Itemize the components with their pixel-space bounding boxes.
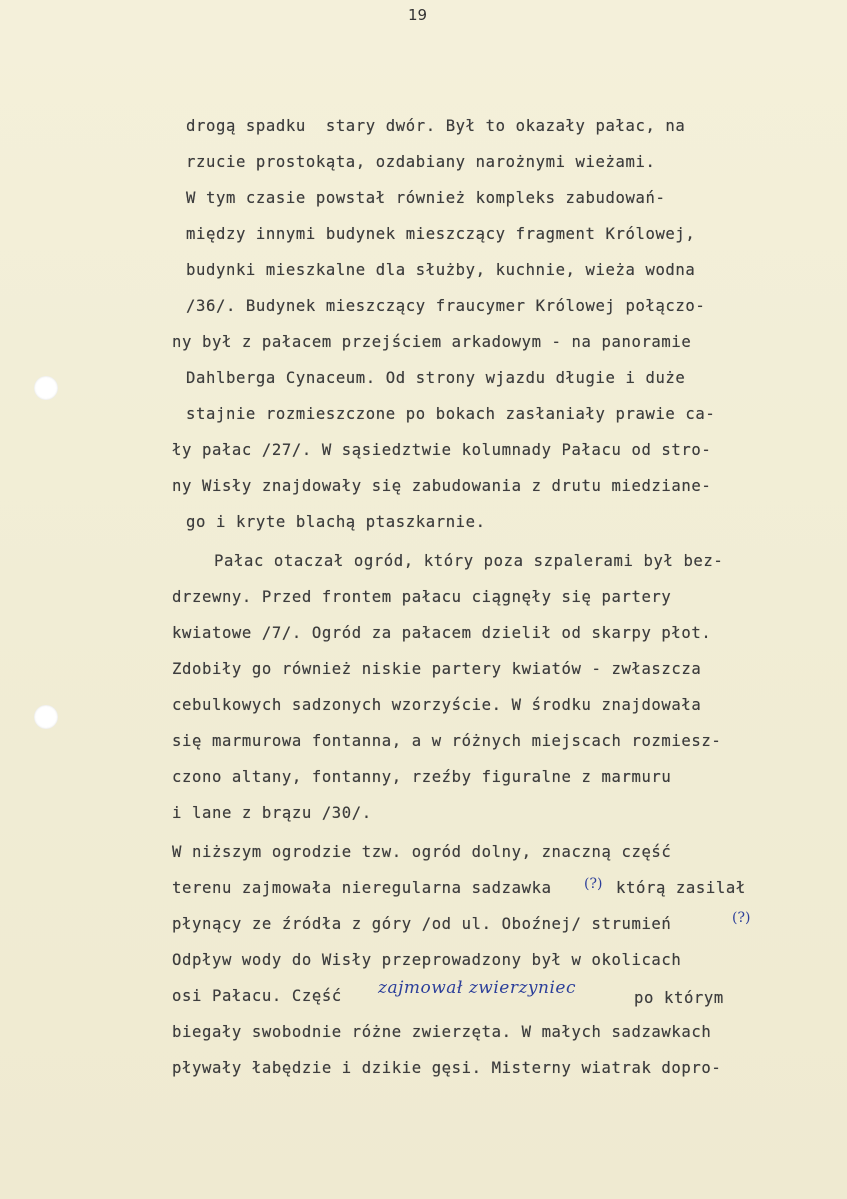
text-line-8: Dahlberga Cynaceum. Od strony wjazdu długie i duże <box>186 369 686 387</box>
text-line-12: go i kryte blachą ptaszkarnie. <box>186 513 486 531</box>
text-line-26: biegały swobodnie różne zwierzęta. W małych sadzawkach <box>172 1023 712 1041</box>
text-line-10: ły pałac /27/. W sąsiedztwie kolumnady Pałacu od stro- <box>172 441 712 459</box>
punch-hole-top <box>34 376 58 400</box>
text-line-3: W tym czasie powstał również kompleks zabudowań- <box>186 189 666 207</box>
text-line-5: budynki mieszkalne dla służby, kuchnie, wieża wodna <box>186 261 696 279</box>
text-line-25: osi Pałacu. Część <box>172 987 342 1005</box>
page-number: 19 <box>408 6 428 24</box>
text-line-15: kwiatowe /7/. Ogród za pałacem dzielił od skarpy płot. <box>172 624 712 642</box>
text-line-22: terenu zajmowała nieregularna sadzawka <box>172 879 552 897</box>
annotation-question-2: (?) <box>732 910 751 926</box>
text-line-14: drzewny. Przed frontem pałacu ciągnęły się partery <box>172 588 672 606</box>
text-line-20: i lane z brązu /30/. <box>172 804 372 822</box>
text-line-25-tail: po którym <box>634 989 724 1007</box>
text-line-2: rzucie prostokąta, ozdabiany narożnymi wieżami. <box>186 153 656 171</box>
text-line-16: Zdobiły go również niskie partery kwiatów - zwłaszcza <box>172 660 702 678</box>
text-line-18: się marmurowa fontanna, a w różnych miejscach rozmiesz- <box>172 732 722 750</box>
text-line-7: ny był z pałacem przejściem arkadowym - na panoramie <box>172 333 692 351</box>
text-line-1: drogą spadku stary dwór. Był to okazały pałac, na <box>186 117 686 135</box>
text-line-11: ny Wisły znajdowały się zabudowania z drutu miedziane- <box>172 477 712 495</box>
text-line-13: Pałac otaczał ogród, który poza szpalerami był bez- <box>214 552 724 570</box>
annotation-question-1: (?) <box>584 876 603 892</box>
text-line-19: czono altany, fontanny, rzeźby figuralne z marmuru <box>172 768 672 786</box>
text-line-27: pływały łabędzie i dzikie gęsi. Misterny wiatrak dopro- <box>172 1059 722 1077</box>
text-line-24: Odpływ wody do Wisły przeprowadzony był w okolicach <box>172 951 682 969</box>
text-line-9: stajnie rozmieszczone po bokach zasłaniały prawie ca- <box>186 405 716 423</box>
punch-hole-bottom <box>34 705 58 729</box>
handwritten-insertion: zajmował zwierzyniec <box>378 978 576 998</box>
text-line-4: między innymi budynek mieszczący fragment Królowej, <box>186 225 696 243</box>
text-line-6: /36/. Budynek mieszczący fraucymer Królowej połączo- <box>186 297 706 315</box>
text-line-17: cebulkowych sadzonych wzorzyście. W środku znajdowała <box>172 696 702 714</box>
text-line-21: W niższym ogrodzie tzw. ogród dolny, znaczną część <box>172 843 672 861</box>
text-line-23: płynący ze źródła z góry /od ul. Oboźnej/ strumień <box>172 915 672 933</box>
text-line-22-tail: którą zasilał <box>616 879 746 897</box>
